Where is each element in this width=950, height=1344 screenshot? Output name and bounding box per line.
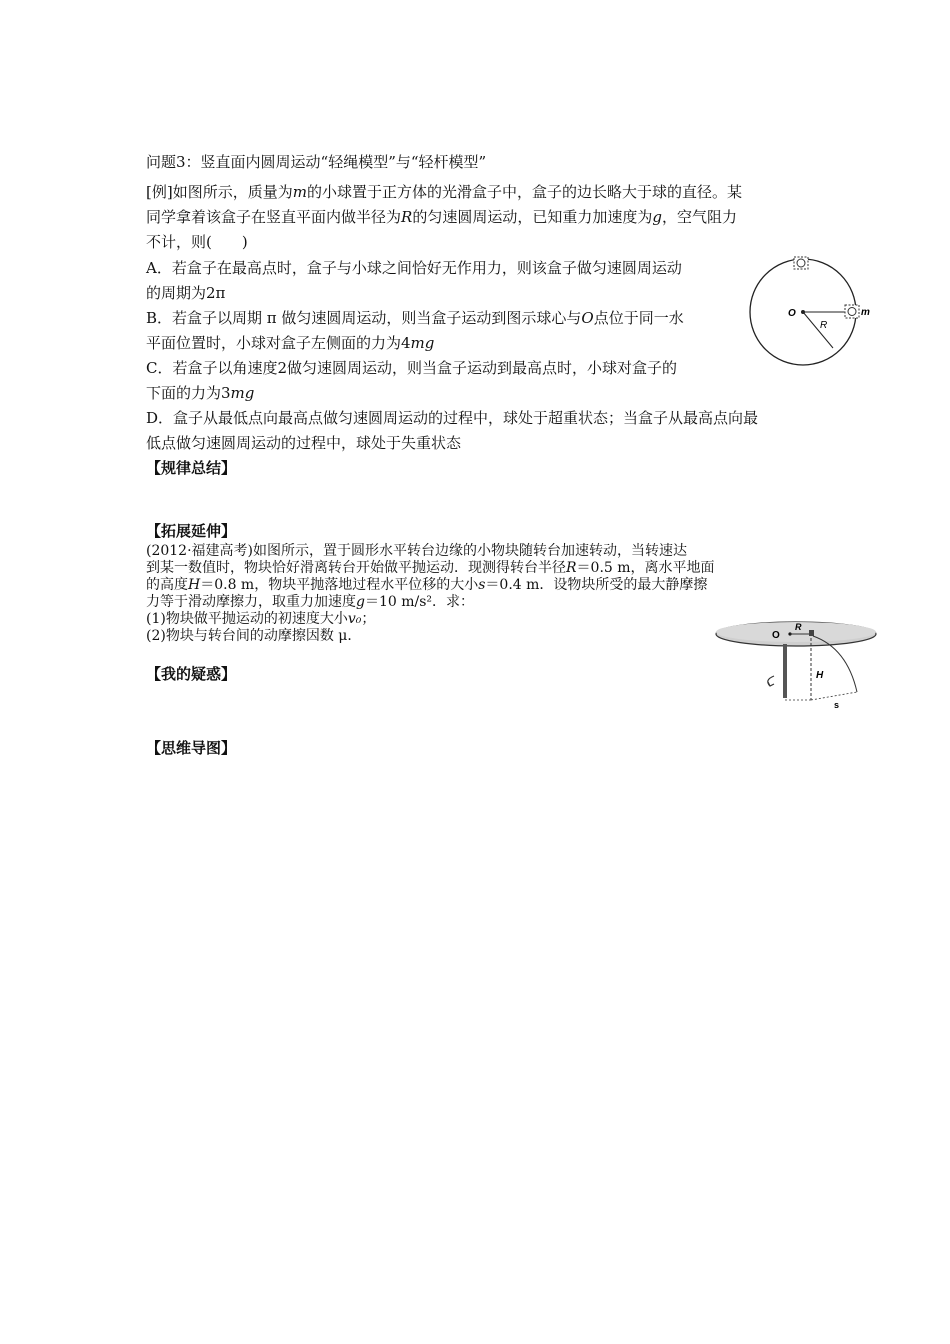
option-b-line1 <box>146 308 684 328</box>
extension-text: 力等于滑动摩擦力，取重力加速度 <box>146 594 356 610</box>
circular-motion-figure <box>748 254 878 366</box>
extension-question2: (2)物块与转台间的动摩擦因数 μ． <box>146 628 362 644</box>
mg-symbol: mg <box>410 334 435 352</box>
label-o: O <box>788 308 796 319</box>
question-text: (1)物块做平抛运动的初速度大小 <box>146 611 348 627</box>
displacement-line <box>811 692 857 700</box>
label-r: R <box>820 320 828 331</box>
stem-text: ，空气阻力 <box>661 208 737 226</box>
extension-text: 的高度 <box>146 577 188 593</box>
turntable-figure <box>712 620 880 712</box>
option-c-line2 <box>146 383 254 403</box>
turntable-axle <box>783 644 787 698</box>
extension-question1 <box>146 611 375 627</box>
radius-symbol: R <box>401 208 413 226</box>
extension-text: ＝0.5 m，离水平地面 <box>576 560 715 576</box>
option-text: 平面位置时，小球对盒子左侧面的力为4 <box>146 334 411 352</box>
radius-symbol: R <box>566 560 577 576</box>
extension-line1: (2012·福建高考)如图所示，置于圆形水平转台边缘的小物块随转台加速转动，当转速达 <box>146 543 688 559</box>
label-m: m <box>861 307 870 318</box>
block-icon <box>809 630 814 636</box>
extension-heading: 【拓展延伸】 <box>146 522 237 540</box>
radius-line <box>803 312 833 348</box>
extension-text: 到某一数值时，物块恰好滑离转台开始做平抛运动．现测得转台半径 <box>146 560 566 576</box>
option-b-line2 <box>146 333 434 353</box>
box-side-icon <box>845 305 859 318</box>
stem-text: 同学拿着该盒子在竖直平面内做半径为 <box>146 208 402 226</box>
label-o: O <box>772 630 780 641</box>
velocity-symbol: v₀ <box>347 611 362 627</box>
problem3-stem-line1 <box>146 182 742 202</box>
height-symbol: H <box>188 577 201 593</box>
extension-text: ＝0.4 m．设物块所受的最大静摩擦 <box>485 577 708 593</box>
mg-symbol: mg <box>230 384 255 402</box>
extension-line3 <box>146 577 707 593</box>
extension-line2 <box>146 560 715 576</box>
stem-text: 的匀速圆周运动，已知重力加速度为 <box>412 208 653 226</box>
box-top-icon <box>794 257 808 269</box>
extension-line4 <box>146 594 474 610</box>
question-text: ； <box>361 611 376 627</box>
label-s: s <box>834 700 840 710</box>
problem3-stem-line3: 不计，则( ) <box>146 233 248 251</box>
stem-text: [例]如图所示，质量为 <box>146 183 293 201</box>
rotation-arrow-icon <box>768 676 774 686</box>
option-a-line2: 的周期为2π <box>146 284 226 302</box>
mind-map-heading: 【思维导图】 <box>146 739 237 757</box>
extension-text: ＝0.8 m，物块平抛落地过程水平位移的大小 <box>200 577 479 593</box>
problem3-stem-line2 <box>146 207 737 227</box>
label-r: R <box>795 622 802 632</box>
extension-text: ＝10 m/s²．求： <box>364 594 475 610</box>
problem3-title: 问题3：竖直面内圆周运动“轻绳模型”与“轻杆模型” <box>146 153 487 171</box>
option-a-line1: A．若盒子在最高点时，盒子与小球之间恰好无作用力，则该盒子做匀速圆周运动 <box>146 259 682 277</box>
option-d-line2: 低点做匀速圆周运动的过程中，球处于失重状态 <box>146 434 462 452</box>
gravity-symbol: g <box>356 594 365 610</box>
option-text: 下面的力为3 <box>146 384 231 402</box>
option-text: 点位于同一水 <box>593 309 684 327</box>
mass-symbol: m <box>292 183 307 201</box>
rule-summary-heading: 【规律总结】 <box>146 459 237 477</box>
option-text: B．若盒子以周期 π 做匀速圆周运动，则当盒子运动到图示球心与 <box>146 309 582 327</box>
option-c-line1: C．若盒子以角速度2做匀速圆周运动，则当盒子运动到最高点时，小球对盒子的 <box>146 359 678 377</box>
option-d-line1: D．盒子从最低点向最高点做匀速圆周运动的过程中，球处于超重状态；当盒子从最高点向最 <box>146 409 759 427</box>
center-point <box>801 310 805 314</box>
label-h: H <box>816 670 824 681</box>
stem-text: 的小球置于正方体的光滑盒子中，盒子的边长略大于球的直径。某 <box>306 183 742 201</box>
my-doubts-heading: 【我的疑惑】 <box>146 665 237 683</box>
displacement-symbol: s <box>478 577 486 593</box>
gravity-symbol: g <box>652 208 662 226</box>
point-o-symbol: O <box>581 309 594 327</box>
